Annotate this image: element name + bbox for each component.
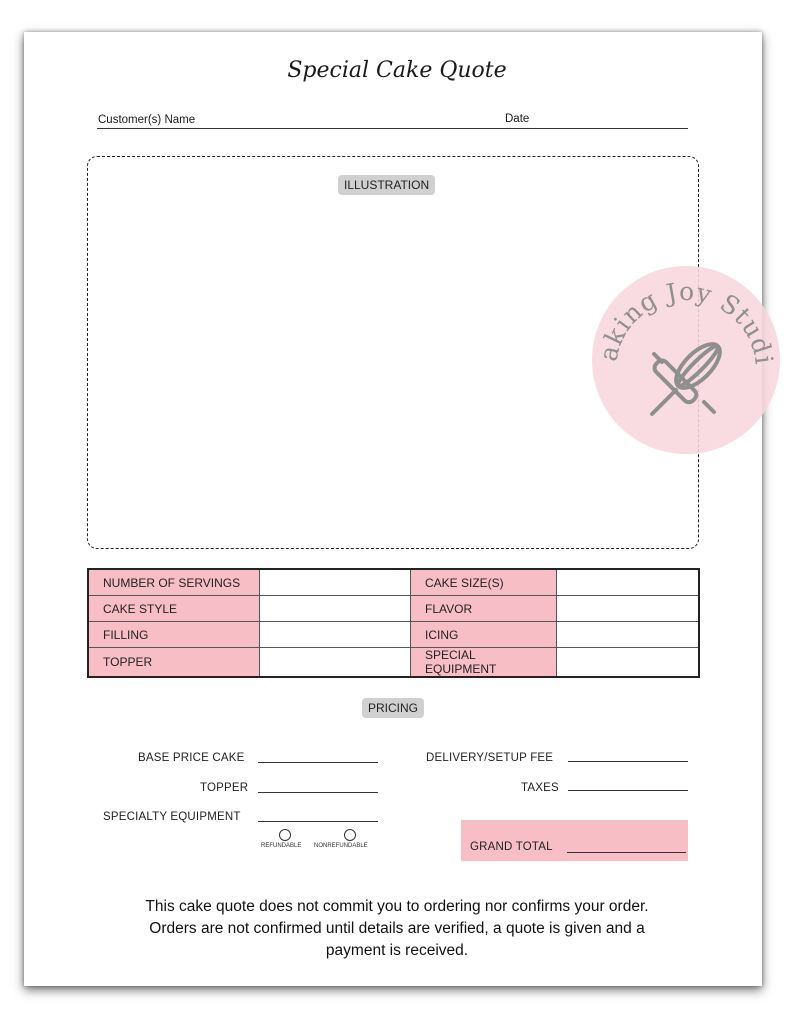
servings-label: NUMBER OF SERVINGS <box>88 569 260 596</box>
pricing-topper-label: TOPPER <box>200 782 249 794</box>
taxes-field[interactable] <box>568 790 688 791</box>
flavor-input[interactable] <box>557 596 700 622</box>
customer-name-label: Customer(s) Name <box>98 114 196 126</box>
pricing-label: PRICING <box>362 698 424 718</box>
filling-input[interactable] <box>260 622 411 648</box>
filling-label: FILLING <box>88 622 260 648</box>
icing-input[interactable] <box>557 622 700 648</box>
specialty-equipment-label: SPECIALTY EQUIPMENT <box>103 811 241 823</box>
delivery-fee-field[interactable] <box>568 761 688 762</box>
date-label: Date <box>505 113 530 125</box>
illustration-label: ILLUSTRATION <box>338 175 435 195</box>
refundable-label: REFUNDABLE <box>261 843 302 849</box>
cake-style-label: CAKE STYLE <box>88 596 260 622</box>
table-row <box>88 569 699 596</box>
table-row <box>88 648 699 678</box>
watermark-brand-text: aking Joy Studi <box>593 276 779 367</box>
special-equipment-label: SPECIAL EQUIPMENT <box>411 648 557 678</box>
disclaimer <box>60 896 734 962</box>
delivery-fee-label: DELIVERY/SETUP FEE <box>426 752 554 764</box>
disclaimer-line-1: This cake quote does not commit you to ordering nor confirms your order. <box>145 898 649 915</box>
icing-label: ICING <box>411 622 557 648</box>
cake-size-input[interactable] <box>557 569 700 596</box>
svg-text:Baking Joy Studio <box>592 266 779 367</box>
flavor-label: FLAVOR <box>411 596 557 622</box>
refundable-radio[interactable] <box>279 829 291 841</box>
disclaimer-line-2: Orders are not confirmed until details are verified, a quote is given and a <box>149 920 645 937</box>
base-price-field[interactable] <box>258 762 378 763</box>
disclaimer-line-3: payment is received. <box>325 942 469 959</box>
watermark-logo <box>592 266 780 454</box>
servings-input[interactable] <box>260 569 411 596</box>
customer-name-field[interactable] <box>97 128 688 129</box>
pricing-topper-field[interactable] <box>258 792 378 793</box>
cake-style-input[interactable] <box>260 596 411 622</box>
topper-input[interactable] <box>260 648 411 678</box>
table-row <box>88 622 699 648</box>
cake-size-label: CAKE SIZE(S) <box>411 569 557 596</box>
grand-total-field[interactable] <box>567 852 686 853</box>
grand-total-label: GRAND TOTAL <box>470 841 553 853</box>
special-equipment-input[interactable] <box>557 648 700 678</box>
watermark-graphic <box>592 266 780 454</box>
page-title: Special Cake Quote <box>287 58 507 83</box>
nonrefundable-radio[interactable] <box>344 829 356 841</box>
table-row <box>88 596 699 622</box>
nonrefundable-label: NONREFUNDABLE <box>314 843 368 849</box>
cake-details-table <box>87 568 700 678</box>
base-price-label: BASE PRICE CAKE <box>138 752 245 764</box>
specialty-equipment-field[interactable] <box>258 821 378 822</box>
taxes-label: TAXES <box>521 782 559 794</box>
topper-label: TOPPER <box>88 648 260 678</box>
